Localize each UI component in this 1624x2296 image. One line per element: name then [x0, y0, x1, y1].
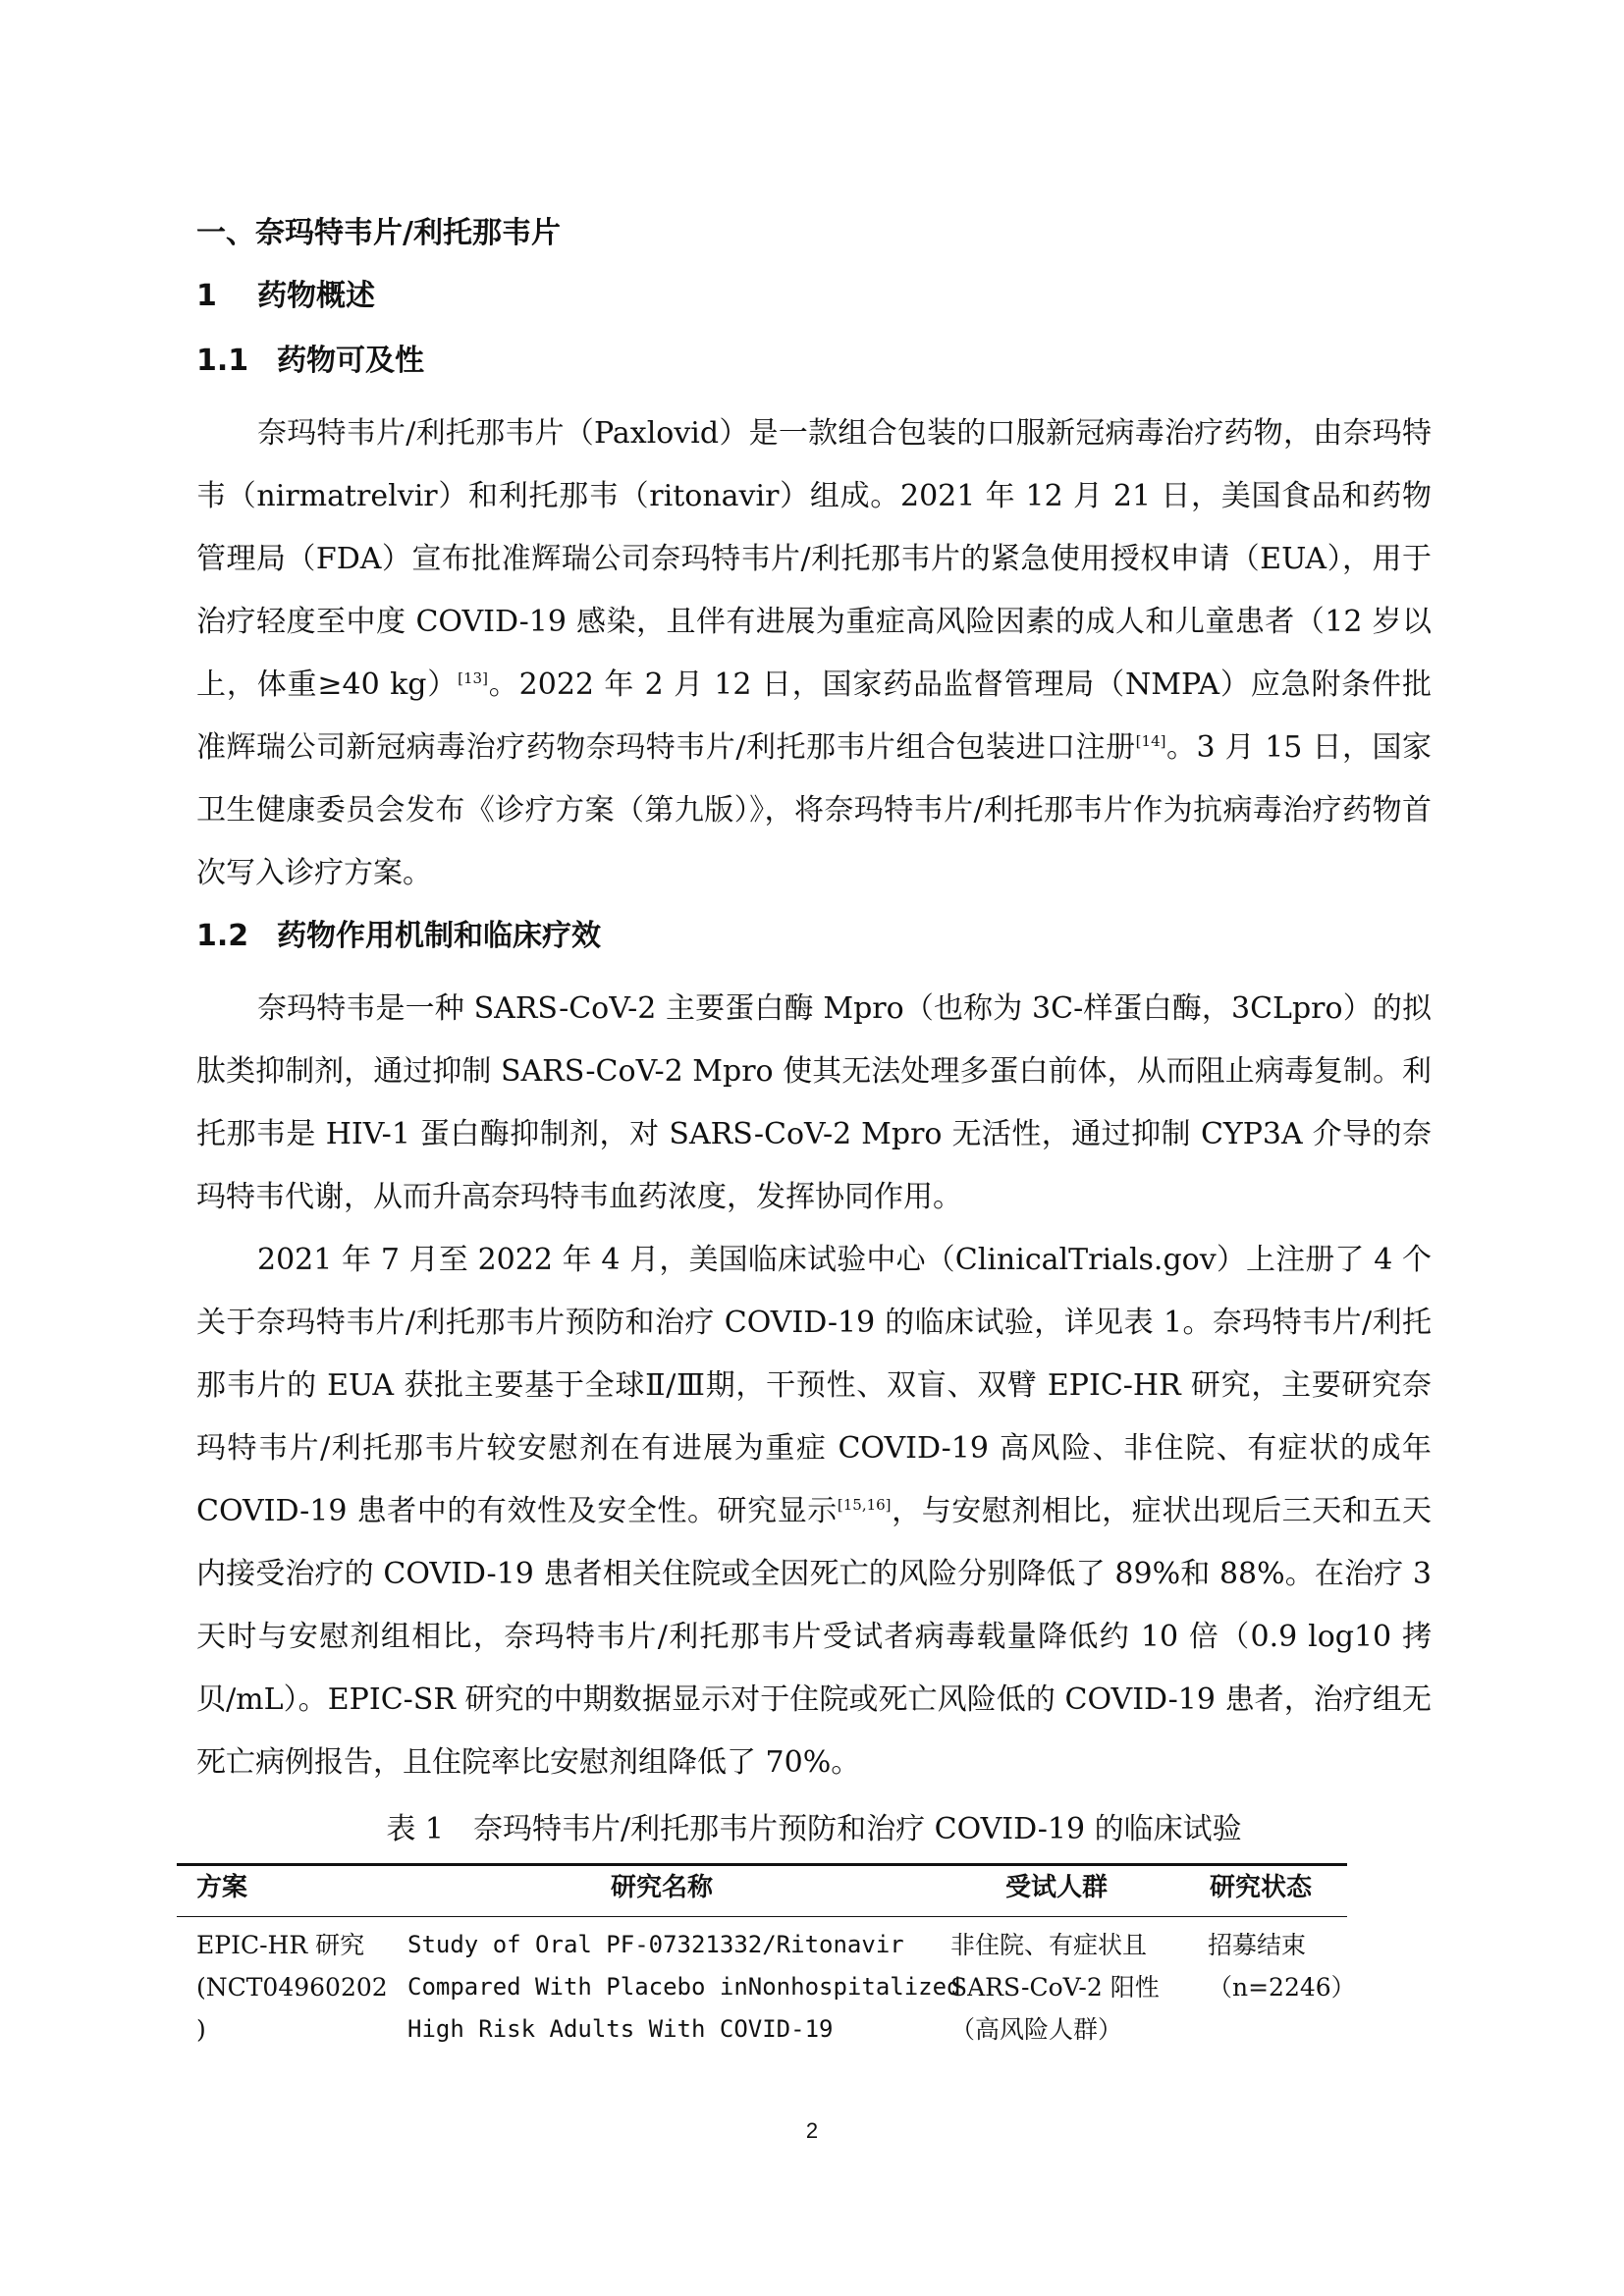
paragraph-accessibility	[196, 402, 1432, 905]
heading-1-1-number: 1.1	[196, 344, 249, 378]
heading-1-title: 药物概述	[257, 279, 375, 313]
cell-line: (NCT04960202	[196, 1973, 388, 2002]
heading-1-1	[196, 342, 424, 381]
paragraph-mechanism	[196, 978, 1432, 1229]
cell-line: Study of Oral PF-07321332/Ritonavir	[407, 1931, 904, 1958]
heading-1-1-title: 药物可及性	[277, 344, 424, 378]
heading-1-2-title: 药物作用机制和临床疗效	[277, 919, 601, 953]
paragraph-text: 奈玛特韦片/利托那韦片（Paxlovid）是一款组合包装的口服新冠病毒治疗药物，由奈玛特韦（nirmatrelvir）和利托那韦（ritonavir）组成。2021 年 12 月 21 日，美国食品和药物管理局（FDA）宣布批准辉瑞公司奈玛特韦片/利托那韦片的紧急使用授权申请（EUA），用于治疗轻度至中度 COVID-19 感染，且伴有进展为重症高风险因素的成人和儿童患者（12 岁以上，体重≥40 kg）	[196, 416, 1432, 702]
paragraph-text: 2021 年 7 月至 2022 年 4 月，美国临床试验中心（ClinicalTrials.gov）上注册了 4 个关于奈玛特韦片/利托那韦片预防和治疗 COVID-19 的临床试验，详见表 1。奈玛特韦片/利托那韦片的 EUA 获批主要基于全球Ⅱ/Ⅲ期，干预性、双盲、双臂 EPIC-HR 研究，主要研究奈玛特韦片/利托那韦片较安慰剂在有进展为重症 COVID-19 高风险、非住院、有症状的成年 COVID-19 患者中的有效性及安全性。研究显示	[196, 1243, 1432, 1528]
cell-line: SARS-CoV-2 阳性	[950, 1973, 1160, 2002]
citation-14: [14]	[1135, 732, 1166, 750]
cell-line: EPIC-HR 研究	[196, 1931, 365, 1959]
table-header-scheme: 方案	[196, 1873, 248, 1902]
table-header-study-name: 研究名称	[611, 1873, 714, 1902]
heading-1-2	[196, 917, 601, 956]
table-cell-status	[1208, 1924, 1355, 2008]
page-number: 2	[805, 2118, 819, 2143]
table-cell-study-name	[407, 1924, 961, 2051]
paragraph-text: 奈玛特韦是一种 SARS-CoV-2 主要蛋白酶 Mpro（也称为 3C-样蛋白酶，3CLpro）的拟肽类抑制剂，通过抑制 SARS-CoV-2 Mpro 使其无法处理多蛋白前体，从而阻止病毒复制。利托那韦是 HIV-1 蛋白酶抑制剂，对 SARS-CoV-2 Mpro 无活性，通过抑制 CYP3A 介导的奈玛特韦代谢，从而升高奈玛特韦血药浓度，发挥协同作用。	[196, 991, 1432, 1214]
cell-line: 非住院、有症状且	[950, 1931, 1148, 1959]
table-header-population: 受试人群	[1005, 1873, 1109, 1902]
table-caption: 表 1 奈玛特韦片/利托那韦片预防和治疗 COVID-19 的临床试验	[386, 1812, 1242, 1846]
table-header-status: 研究状态	[1210, 1873, 1313, 1902]
table-top-rule	[177, 1863, 1347, 1866]
paragraph-text: 。2022 年 2 月 12 日，国家药品监督管理局（NMPA）应急附条件批准辉瑞公司新冠病毒治疗药物奈玛特韦片/利托那韦片组合包装进口注册	[196, 667, 1432, 765]
table-cell-population	[950, 1924, 1186, 2051]
heading-1-2-number: 1.2	[196, 919, 249, 953]
cell-line: （n=2246）	[1208, 1973, 1356, 2002]
heading-1	[196, 277, 375, 316]
section-heading	[196, 214, 561, 253]
cell-line: Compared With Placebo inNonhospitalized	[407, 1973, 961, 2001]
cell-line: )	[196, 2015, 206, 2044]
paragraph-text: ，与安慰剂相比，症状出现后三天和五天内接受治疗的 COVID-19 患者相关住院或全因死亡的风险分别降低了 89%和 88%。在治疗 3 天时与安慰剂组相比，奈玛特韦片/利托那韦片受试者病毒载量降低约 10 倍（0.9 log10 拷贝/mL）。EPIC-SR 研究的中期数据显示对于住院或死亡风险低的 COVID-19 患者，治疗组无死亡病例报告，且住院率比安慰剂组降低了 70%。	[196, 1494, 1432, 1780]
table-header-rule	[177, 1916, 1347, 1917]
paragraph-text: 。3 月 15 日，国家卫生健康委员会发布《诊疗方案（第九版）》，将奈玛特韦片/利托那韦片作为抗病毒治疗药物首次写入诊疗方案。	[196, 730, 1432, 890]
table-cell-scheme	[196, 1924, 393, 2051]
cell-line: High Risk Adults With COVID-19	[407, 2015, 834, 2043]
cell-line: 招募结束	[1208, 1931, 1307, 1959]
section-heading-text: 一、奈玛特韦片/利托那韦片	[196, 216, 561, 250]
paragraph-efficacy	[196, 1229, 1432, 1794]
citation-15-16: [15,16]	[837, 1496, 892, 1514]
cell-line: （高风险人群）	[950, 2015, 1123, 2044]
citation-13: [13]	[458, 669, 488, 687]
heading-1-number: 1	[196, 279, 217, 313]
